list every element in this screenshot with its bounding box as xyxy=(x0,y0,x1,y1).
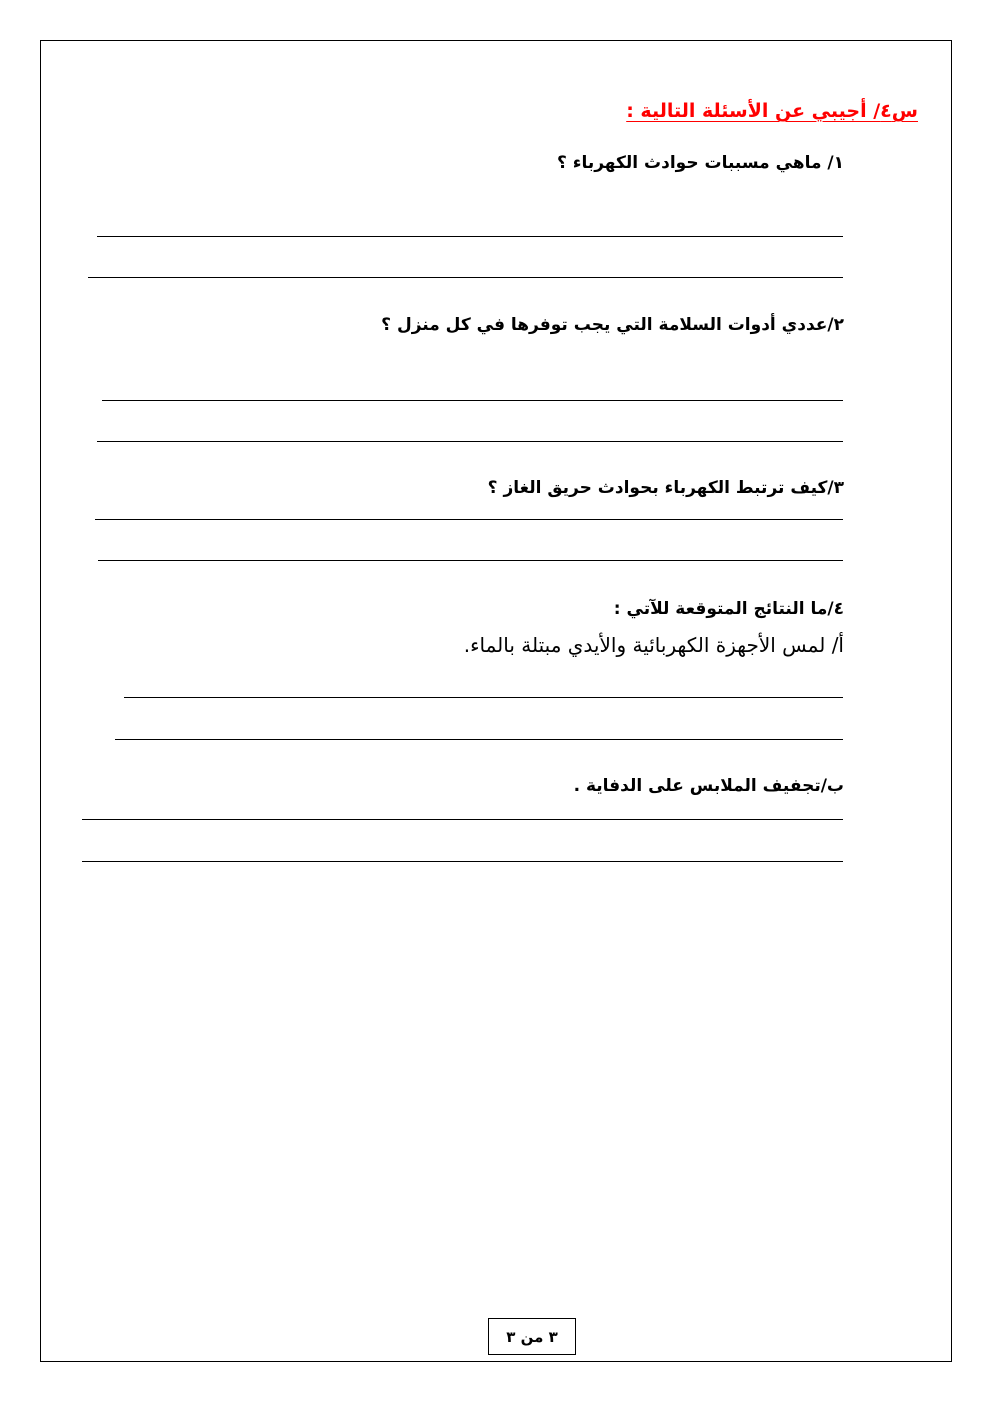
page-border xyxy=(40,40,952,1362)
answer-line[interactable] xyxy=(95,519,843,520)
answer-line[interactable] xyxy=(82,861,843,862)
answer-line[interactable] xyxy=(115,739,843,740)
question-4: ٤/ما النتائج المتوقعة للآتي : xyxy=(613,599,844,619)
answer-line[interactable] xyxy=(98,560,843,561)
sub-item-b: ب/تجفيف الملابس على الدفاية . xyxy=(573,776,844,796)
answer-line[interactable] xyxy=(82,819,843,820)
question-3: ٣/كيف ترتبط الكهرباء بحوادث حريق الغاز ؟ xyxy=(487,478,844,498)
question-1: ١/ ماهي مسببات حوادث الكهرباء ؟ xyxy=(556,153,844,173)
answer-line[interactable] xyxy=(102,400,843,401)
question-2: ٢/عددي أدوات السلامة التي يجب توفرها في كل منزل ؟ xyxy=(381,315,844,335)
page-number-box xyxy=(488,1318,576,1355)
page-number: ٣ من ٣ xyxy=(506,1327,558,1346)
answer-line[interactable] xyxy=(124,697,843,698)
answer-line[interactable] xyxy=(97,441,843,442)
answer-line[interactable] xyxy=(97,236,843,237)
section-title: س٤/ أجيبي عن الأسئلة التالية : xyxy=(626,100,918,122)
sub-item-a: أ/ لمس الأجهزة الكهربائية والأيدي مبتلة بالماء. xyxy=(463,633,844,657)
answer-line[interactable] xyxy=(88,277,843,278)
